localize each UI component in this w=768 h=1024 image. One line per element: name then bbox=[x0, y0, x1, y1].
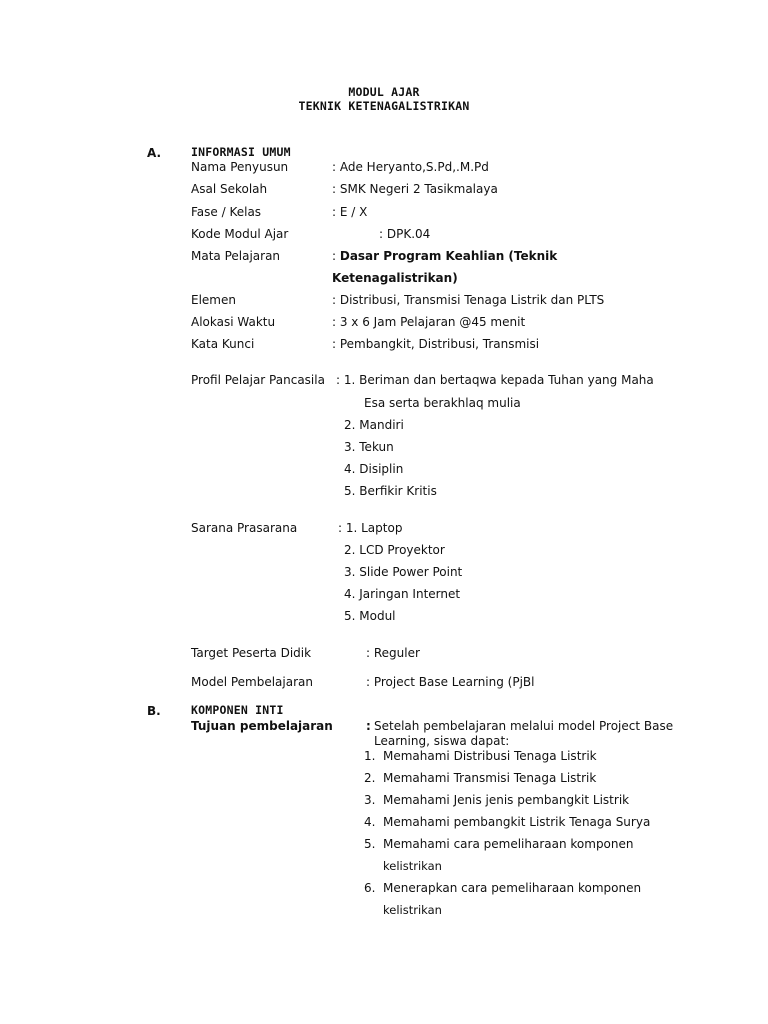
sarana-item: : 1. Laptop bbox=[338, 521, 403, 535]
value-fase-kelas: : E / X bbox=[332, 205, 368, 219]
value-nama-penyusun: : Ade Heryanto,S.Pd,.M.Pd bbox=[332, 160, 489, 174]
value-elemen: : Distribusi, Transmisi Tenaga Listrik dan PLTS bbox=[332, 293, 605, 307]
document-title-line1: MODUL AJAR bbox=[348, 85, 420, 99]
section-a-heading: INFORMASI UMUM bbox=[191, 145, 291, 159]
profil-item: Esa serta berakhlaq mulia bbox=[364, 396, 521, 410]
label-profil-pelajar: Profil Pelajar Pancasila bbox=[191, 373, 325, 387]
value-asal-sekolah: : SMK Negeri 2 Tasikmalaya bbox=[332, 182, 498, 196]
goal-number: 6. bbox=[364, 881, 376, 895]
goal-number: 1. bbox=[364, 749, 376, 763]
value-kata-kunci: : Pembangkit, Distribusi, Transmisi bbox=[332, 337, 540, 351]
section-b-heading: KOMPONEN INTI bbox=[191, 703, 284, 717]
tujuan-intro-line2: Learning, siswa dapat: bbox=[374, 734, 510, 748]
goal-text: Memahami Jenis jenis pembangkit Listrik bbox=[383, 793, 630, 807]
label-asal-sekolah: Asal Sekolah bbox=[191, 182, 268, 196]
label-target-peserta: Target Peserta Didik bbox=[191, 646, 312, 660]
sarana-item: 4. Jaringan Internet bbox=[344, 587, 461, 601]
label-tujuan-pembelajaran: Tujuan pembelajaran bbox=[191, 719, 333, 733]
label-elemen: Elemen bbox=[191, 293, 236, 307]
value-target-peserta: : Reguler bbox=[366, 646, 420, 660]
goal-text: Menerapkan cara pemeliharaan komponen bbox=[383, 881, 642, 895]
label-mata-pelajaran: Mata Pelajaran bbox=[191, 249, 281, 263]
goal-text-continuation: kelistrikan bbox=[383, 903, 442, 917]
goal-text: Memahami Distribusi Tenaga Listrik bbox=[383, 749, 597, 763]
tujuan-colon: : bbox=[366, 719, 371, 733]
document-title-line2: TEKNIK KETENAGALISTRIKAN bbox=[298, 99, 470, 113]
profil-item: 4. Disiplin bbox=[344, 462, 404, 476]
goal-text: Memahami Transmisi Tenaga Listrik bbox=[383, 771, 597, 785]
sarana-item: 2. LCD Proyektor bbox=[344, 543, 445, 557]
section-a-letter: A. bbox=[147, 146, 162, 160]
value-alokasi-waktu: : 3 x 6 Jam Pelajaran @45 menit bbox=[332, 315, 526, 329]
goal-number: 4. bbox=[364, 815, 376, 829]
label-model-pembelajaran: Model Pembelajaran bbox=[191, 675, 313, 689]
label-kode-modul: Kode Modul Ajar bbox=[191, 227, 289, 241]
sarana-item: 5. Modul bbox=[344, 609, 396, 623]
goal-number: 3. bbox=[364, 793, 376, 807]
value-mata-pelajaran bbox=[332, 250, 557, 262]
goal-number: 2. bbox=[364, 771, 376, 785]
label-kata-kunci: Kata Kunci bbox=[191, 337, 255, 351]
label-nama-penyusun: Nama Penyusun bbox=[191, 160, 289, 174]
profil-item: 3. Tekun bbox=[344, 440, 394, 454]
profil-item: 5. Berfikir Kritis bbox=[344, 484, 437, 498]
goal-text: Memahami cara pemeliharaan komponen bbox=[383, 837, 634, 851]
goal-number: 5. bbox=[364, 837, 376, 851]
label-fase-kelas: Fase / Kelas bbox=[191, 205, 262, 219]
tujuan-intro-line1: Setelah pembelajaran melalui model Project Base bbox=[374, 719, 674, 733]
goal-text: Memahami pembangkit Listrik Tenaga Surya bbox=[383, 815, 651, 829]
sarana-item: 3. Slide Power Point bbox=[344, 565, 463, 579]
profil-item: : 1. Beriman dan bertaqwa kepada Tuhan yang Maha bbox=[336, 373, 654, 387]
value-mata-pelajaran-line1: Dasar Program Keahlian (Teknik bbox=[339, 249, 558, 263]
value-kode-modul: : DPK.04 bbox=[379, 227, 431, 241]
label-sarana-prasarana: Sarana Prasarana bbox=[191, 521, 298, 535]
label-alokasi-waktu: Alokasi Waktu bbox=[191, 315, 276, 329]
value-mata-pelajaran-line2: Ketenagalistrikan) bbox=[332, 271, 458, 285]
goal-text-continuation: kelistrikan bbox=[383, 859, 442, 873]
value-mata-pelajaran-colon: : bbox=[332, 249, 340, 263]
value-model-pembelajaran: : Project Base Learning (PjBl bbox=[366, 675, 535, 689]
profil-item: 2. Mandiri bbox=[344, 418, 404, 432]
section-b-letter: B. bbox=[147, 704, 161, 718]
